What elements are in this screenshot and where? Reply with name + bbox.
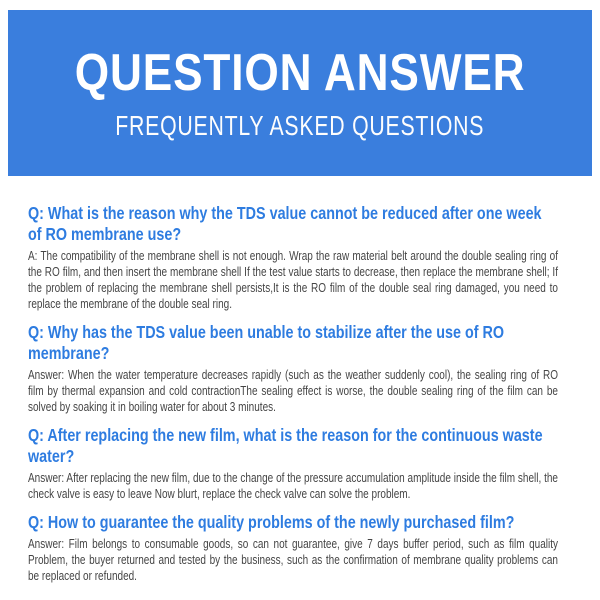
- faq-question: Q: After replacing the new film, what is the reason for the continuous waste water?: [28, 425, 543, 466]
- faq-question: Q: How to guarantee the quality problems of the newly purchased film?: [28, 512, 515, 532]
- faq-answer: Answer: After replacing the new film, due to the change of the pressure accumulation amplitude inside the film shell, the check valve is easy to leave Now blurt, replace the check valve can solve the problem.: [28, 471, 558, 501]
- page-subtitle: FREQUENTLY ASKED QUESTIONS: [115, 109, 485, 141]
- faq-question: Q: Why has the TDS value been unable to stabilize after the use of RO membrane?: [28, 322, 505, 363]
- faq-item: [28, 512, 558, 584]
- faq-answer: Answer: When the water temperature decreases rapidly (such as the weather suddenly cool), the sealing ring of RO film by thermal expansion and cold contractionThe sealing effect is worse, the double sealing ring of the film can be solved by soaking it in boiling water for about 3 minutes.: [28, 368, 558, 414]
- faq-question: Q: What is the reason why the TDS value cannot be reduced after one week of RO membrane use?: [28, 203, 542, 244]
- faq-answer: Answer: Film belongs to consumable goods, so can not guarantee, give 7 days buffer period, such as film quality Problem, the buyer returned and tested by the business, such as the confirmation of membrane quality problems can be replaced or refunded.: [28, 537, 558, 583]
- page-title: QUESTION ANSWER: [74, 44, 526, 102]
- faq-item: [28, 203, 558, 312]
- header-banner: [8, 10, 592, 176]
- faq-item: [28, 322, 558, 415]
- faq-item: [28, 425, 558, 502]
- faq-section: [28, 176, 558, 594]
- faq-answer: A: The compatibility of the membrane shell is not enough. Wrap the raw material belt around the double sealing ring of the RO film, and then insert the membrane shell If the test value starts to decrease, then replace the membrane shell; If the problem of replacing the membrane shell persists,It is the RO film of the double seal ring damaged, you need to replace the membrane of the double seal ring.: [28, 249, 558, 311]
